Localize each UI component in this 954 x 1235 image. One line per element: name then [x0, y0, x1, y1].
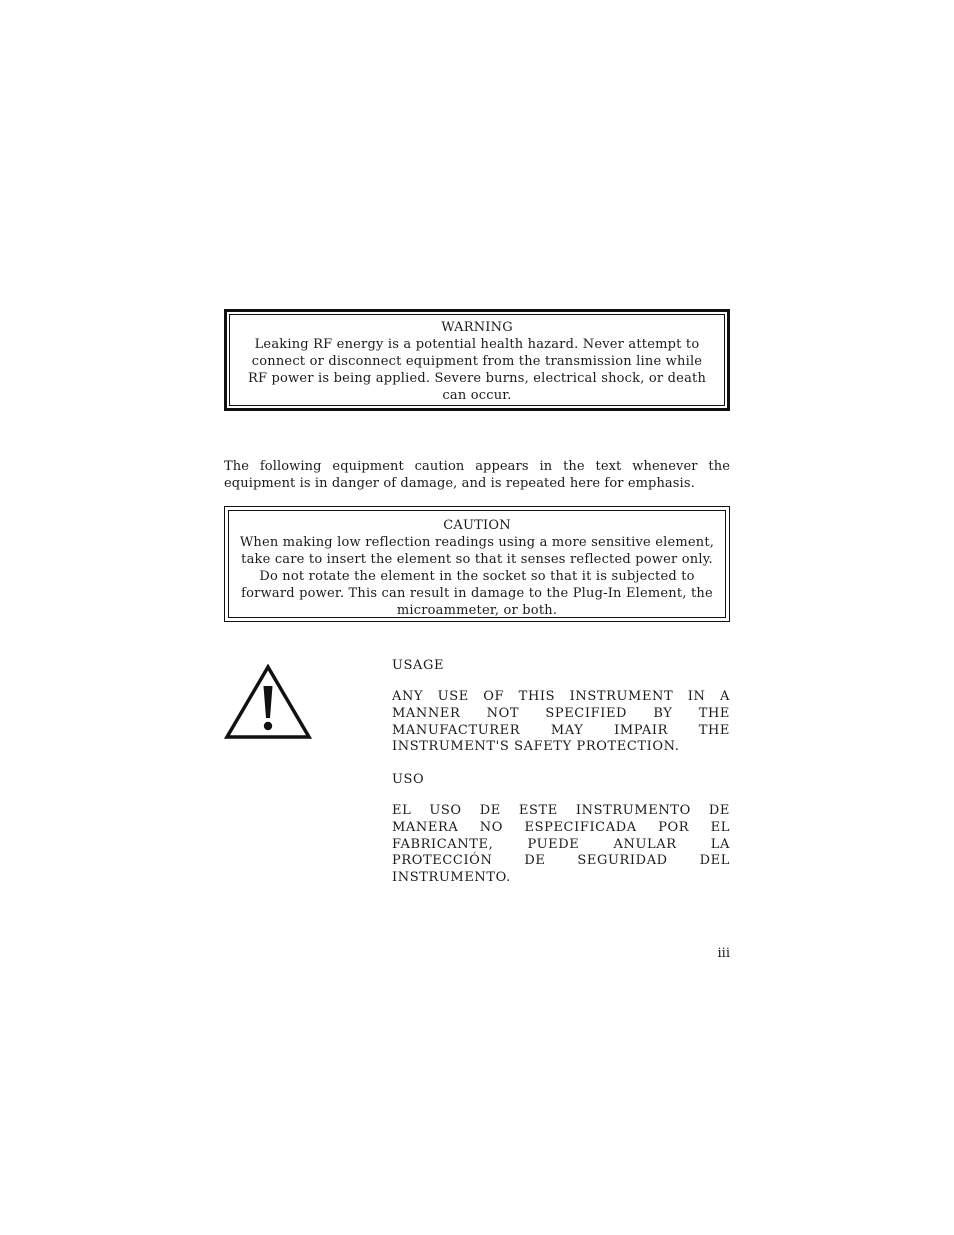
usage-text-es [392, 803, 730, 887]
usage-text-en-paragraph: ANY USE OF THIS INSTRUMENT IN A MANNER NOT SPECIFIED BY THE MANUFACTURER MAY IMPAIR THE INSTRUMENT'S SAFETY PROTECTION. [392, 689, 730, 755]
warning-box-inner [229, 314, 725, 406]
caution-title: CAUTION [443, 518, 511, 533]
usage-text-en [392, 689, 730, 756]
warning-triangle-icon [224, 664, 312, 740]
usage-heading-es-text: USO [392, 772, 425, 787]
caution-intro-paragraph: The following equipment caution appears in the text whenever the equipment is in danger of damage, and is repeated here for emphasis. [224, 459, 730, 491]
warning-box [224, 309, 730, 411]
caution-box [224, 506, 730, 622]
usage-heading-en-text: USAGE [392, 658, 445, 673]
usage-text-es-paragraph: EL USO DE ESTE INSTRUMENTO DE MANERA NO ESPECIFICADA POR EL FABRICANTE, PUEDE ANULAR LA PROTECCIÓN DE SEGURIDAD DEL INSTRUMENTO. [392, 803, 730, 886]
caution-text: When making low reflection readings using a more sensitive element, take care to insert the element so that it senses reflected power only. Do not rotate the element in the socket so that it is subjected to forward power. This can result in damage to the Plug-In Element, the microammeter, or both. [239, 535, 715, 618]
usage-heading-es [392, 772, 730, 789]
caution-box-inner [228, 510, 726, 618]
warning-text: Leaking RF energy is a potential health hazard. Never attempt to connect or disconnect equipment from the transmission line while RF power is being applied. Severe burns, electrical shock, or death can occur. [247, 337, 707, 403]
page-number: iii [717, 946, 730, 961]
warning-title: WARNING [441, 320, 513, 335]
usage-heading-en [392, 658, 730, 675]
